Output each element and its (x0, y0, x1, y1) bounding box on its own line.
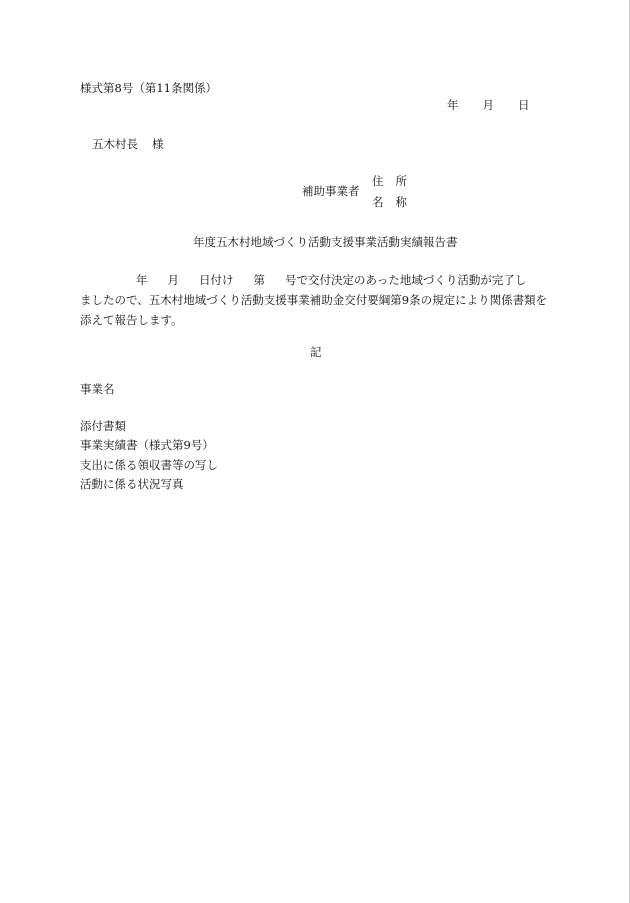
project-name-label: 事業名 (80, 382, 115, 396)
body-paragraph (80, 270, 556, 330)
body-year: 年 (136, 273, 148, 287)
applicant-label: 補助事業者 (302, 184, 360, 198)
address-label-char-2: 所 (395, 174, 407, 188)
name-label-char-1: 名 (372, 195, 384, 209)
body-dated: 日付け (199, 273, 234, 287)
attachments-heading: 添付書類 (80, 419, 126, 433)
attachment-item: 支出に係る領収書等の写し (80, 458, 218, 472)
address-label (372, 176, 407, 188)
form-number: 様式第8号（第11条関係） (80, 81, 217, 95)
body-number-clause: 号で交付決定のあった地域づくり活動が完了し (285, 273, 527, 287)
addressee-honorific: 様 (152, 137, 164, 151)
body-line-2: ましたので、五木村地域づくり活動支援事業補助金交付要綱第9条の規定により関係書類を (80, 293, 548, 307)
name-label-char-2: 称 (395, 195, 407, 209)
addressee-name: 五木村長 (92, 137, 138, 151)
body-line-3: 添えて報告します。 (80, 313, 183, 327)
name-label (372, 197, 407, 209)
attachment-item: 活動に係る状況写真 (80, 477, 184, 491)
date-month-label: 月 (482, 98, 494, 112)
ki-heading: 記 (310, 345, 322, 359)
addressee (92, 139, 164, 151)
body-dai: 第 (253, 273, 265, 287)
date-year-label: 年 (447, 98, 459, 112)
attachment-item: 事業実績書（様式第9号） (80, 438, 214, 452)
date-day-label: 日 (518, 98, 530, 112)
body-month: 月 (167, 273, 179, 287)
document-title: 年度五木村地域づくり活動支援事業活動実績報告書 (193, 235, 458, 249)
address-label-char-1: 住 (372, 174, 384, 188)
body-line-1 (80, 270, 556, 290)
date-line (447, 100, 530, 112)
